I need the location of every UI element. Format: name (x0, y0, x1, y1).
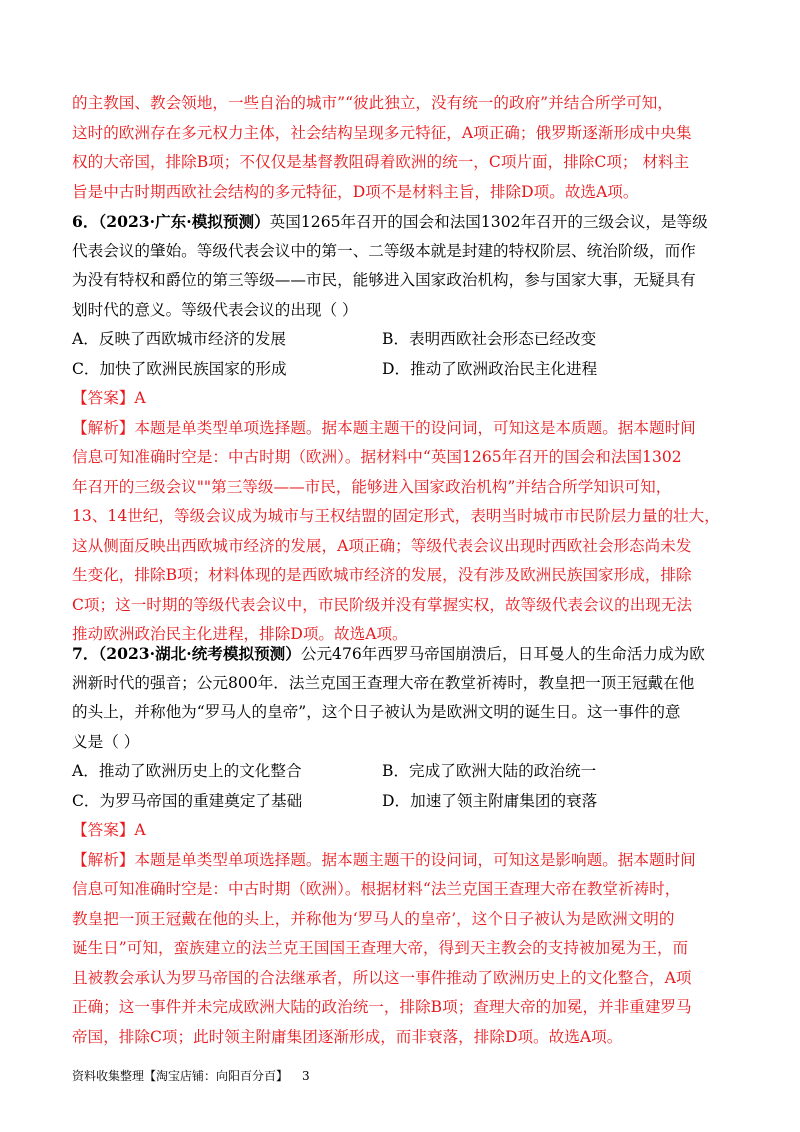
analysis-line: 【解析】本题是单类型单项选择题。据本题主题干的设问词，可知这是本质题。据本题时间 (72, 418, 696, 437)
question-stem-line: 洲新时代的强音；公元800年．法兰克国王查理大帝在教堂祈祷时，教皇把一顶王冠戴在他 (72, 673, 695, 692)
question-stem-text: 公元476年西罗马帝国崩溃后，日耳曼人的生命活力成为欧 (300, 645, 705, 663)
page-number: 3 (302, 1069, 310, 1083)
question-stem-text: 英国1265年召开的国会和法国1302年召开的三级会议，是等级 (269, 213, 708, 231)
question-stem-line: 为没有特权和爵位的第三等级——市民，能够进入国家政治机构，参与国家大事，无疑具有 (72, 271, 696, 289)
question-source: （2023·广东·模拟预测） (98, 212, 270, 231)
analysis-line: 诞生日”可知，蛮族建立的法兰克王国国王查理大帝，得到天主教会的支持被加冕为王，而 (72, 939, 689, 957)
analysis-line: 【解析】本题是单类型单项选择题。据本题主题干的设问词，可知这是影响题。据本题时间 (72, 850, 696, 869)
option-a[interactable]: A．推动了欧洲历史上的文化整合 (72, 762, 302, 780)
analysis-line: 生变化，排除B项；材料体现的是西欧城市经济的发展，没有涉及欧洲民族国家形成，排除 (72, 566, 692, 584)
option-c[interactable]: C．为罗马帝国的重建奠定了基础 (72, 791, 303, 810)
option-d[interactable]: D．加速了领主附庸集团的衰落 (382, 791, 598, 810)
analysis-line: 这从侧面反映出西欧城市经济的发展，A项正确；等级代表会议出现时西欧社会形态尚未发 (72, 536, 692, 555)
question-number: 7． (72, 644, 99, 663)
footer-text: 资料收集整理【淘宝店铺：向阳百分百】 (72, 1069, 289, 1083)
analysis-line: 帝国，排除C项；此时领主附庸集团逐渐形成，而非衰落，排除D项。故选A项。 (72, 1027, 623, 1046)
question-stem-line (72, 639, 732, 669)
explanation-line: 的主教国、教会领地，一些自治的城市”“彼此独立，没有统一的政府”并结合所学可知， (72, 94, 673, 112)
page-footer (72, 1068, 310, 1084)
explanation-line: 权的大帝国，排除B项；不仅仅是基督教阻碍着欧洲的统一，C项片面，排除C项； 材料主 (72, 153, 690, 171)
answer: 【答案】A (72, 389, 146, 407)
question-stem-line (72, 207, 732, 237)
option-c[interactable]: C．加快了欧洲民族国家的形成 (72, 359, 287, 378)
explanation-line: 旨是中古时期西欧社会结构的多元特征，D项不是材料主旨，排除D项。故选A项。 (72, 182, 639, 201)
analysis-line: 且被教会承认为罗马帝国的合法继承者，所以这一事件推动了欧洲历史上的文化整合，A项 (72, 968, 692, 987)
analysis-line: 年召开的三级会议""第三等级——市民，能够进入国家政治机构”并结合所学知识可知， (72, 477, 672, 496)
question-6 (72, 207, 732, 650)
option-row (72, 355, 732, 385)
question-source: （2023·湖北·统考模拟预测） (98, 644, 301, 663)
analysis-line: 正确；这一事件并未完成欧洲大陆的政治统一，排除B项；查理大帝的加冕，并非重建罗马 (72, 998, 692, 1016)
explanation-line: 这时的欧洲存在多元权力主体，社会结构呈现多元特征，A项正确；俄罗斯逐渐形成中央集 (72, 123, 692, 142)
option-b[interactable]: B．完成了欧洲大陆的政治统一 (382, 762, 597, 780)
analysis-line: 信息可知准确时空是：中古时期（欧洲）。根据材料“法兰克国王查理大帝在教堂祈祷时， (72, 880, 681, 898)
option-d[interactable]: D．推动了欧洲政治民主化进程 (382, 359, 598, 378)
analysis-line: C项；这一时期的等级代表会议中，市民阶级并没有掌握实权，故等级代表会议的出现无法 (72, 595, 693, 614)
analysis-line: 教皇把一顶王冠戴在他的头上，并称他为‘罗马人的皇帝’，这个日子被认为是欧洲文明的 (72, 909, 675, 928)
previous-explanation (72, 89, 732, 207)
answer: 【答案】A (72, 821, 146, 839)
option-row (72, 757, 732, 787)
question-stem-line: 的头上，并称他为“罗马人的皇帝”，这个日子被认为是欧洲文明的诞生日。这一事件的意 (72, 703, 681, 721)
question-number: 6． (72, 212, 99, 231)
option-b[interactable]: B．表明西欧社会形态已经改变 (382, 330, 597, 348)
option-row (72, 787, 732, 817)
question-stem-line: 代表会议的肇始。等级代表会议中的第一、二等级本就是封建的特权阶层、统治阶级，而作 (72, 241, 696, 260)
question-7 (72, 639, 732, 1052)
analysis-line: 13、14世纪，等级会议成为城市与王权结盟的固定形式，表明当时城市市民阶层力量的壮大， (72, 507, 720, 525)
question-stem-line: 义是（ ） (72, 732, 140, 751)
option-a[interactable]: A．反映了西欧城市经济的发展 (72, 330, 286, 348)
analysis-line: 推动欧洲政治民主化进程，排除D项。故选A项。 (72, 625, 408, 643)
option-row (72, 325, 732, 355)
question-stem-line: 划时代的意义。等级代表会议的出现（ ） (72, 300, 358, 319)
analysis-line: 信息可知准确时空是：中古时期（欧洲）。据材料中“英国1265年召开的国会和法国1302 (72, 448, 682, 466)
